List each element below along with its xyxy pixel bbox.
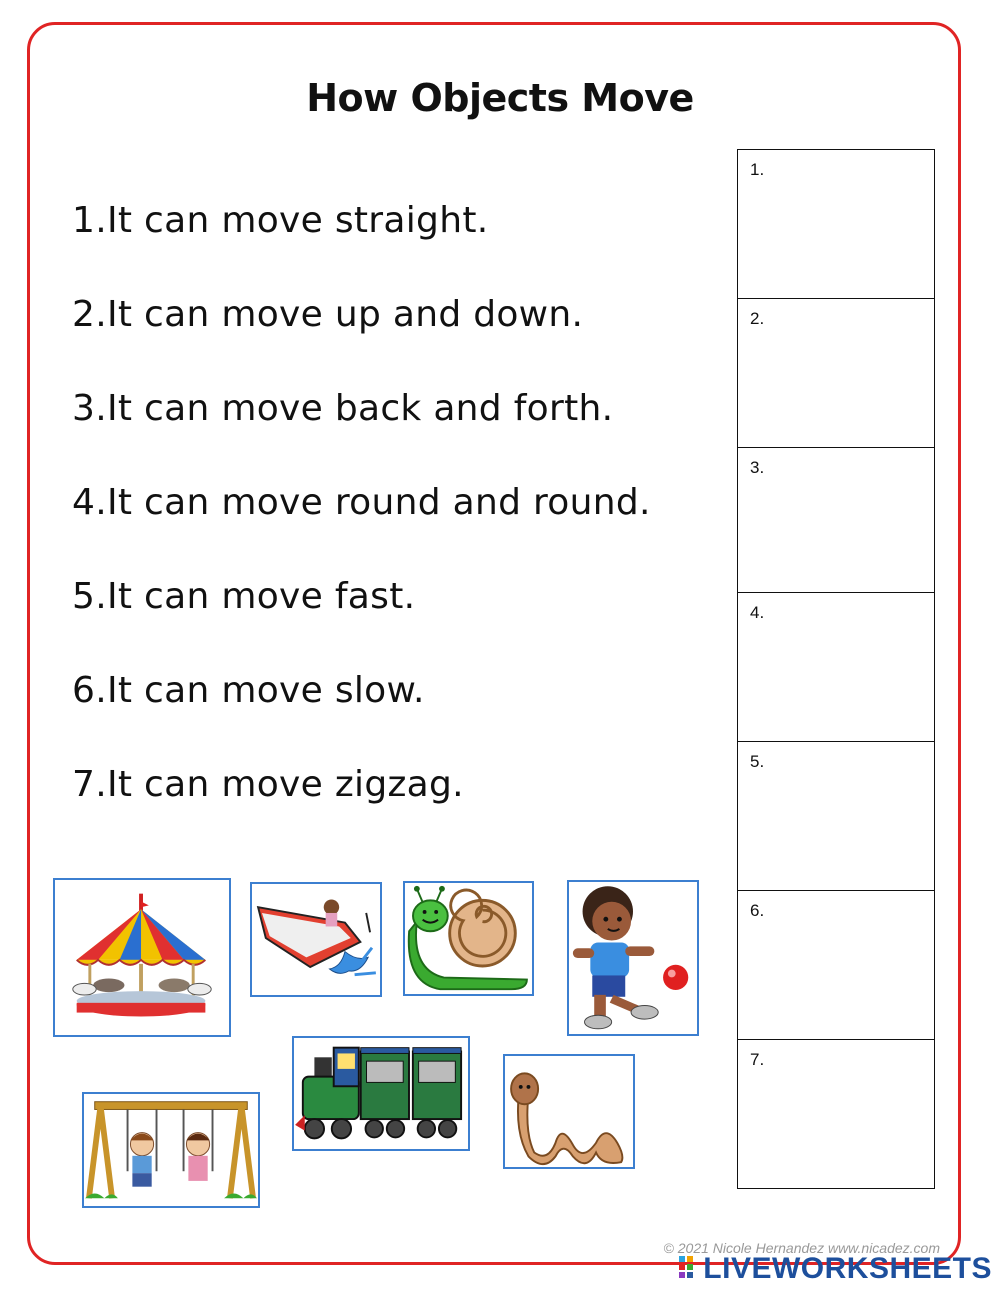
answer-box-number: 2. (750, 309, 765, 328)
answer-box-5[interactable] (737, 741, 935, 891)
statement-1: 1.It can move straight. (72, 200, 489, 241)
answer-box-number: 5. (750, 752, 765, 771)
statement-5: 5.It can move fast. (72, 576, 416, 617)
page-title: How Objects Move (306, 76, 694, 120)
snail-icon (405, 883, 532, 994)
copyright-notice: © 2021 Nicole Hernandez www.nicadez.com (663, 1240, 940, 1256)
answer-box-number: 4. (750, 603, 765, 622)
answer-box-7[interactable] (737, 1039, 935, 1189)
answer-box-3[interactable] (737, 447, 935, 593)
answer-box-4[interactable] (737, 592, 935, 742)
speedboat-picture[interactable] (250, 882, 382, 997)
swing-set-icon (84, 1094, 258, 1206)
snail-picture[interactable] (403, 881, 534, 996)
answer-box-2[interactable] (737, 298, 935, 448)
carousel-picture[interactable] (53, 878, 231, 1037)
speedboat-icon (252, 884, 380, 995)
carousel-icon (55, 880, 229, 1035)
answer-box-number: 6. (750, 901, 765, 920)
boy-kicking-ball-icon (569, 882, 697, 1034)
answer-box-6[interactable] (737, 890, 935, 1040)
brand-name: LIVEWORKSHEETS (703, 1252, 992, 1285)
answer-box-1[interactable] (737, 149, 935, 299)
worm-picture[interactable] (503, 1054, 635, 1169)
worm-icon (505, 1056, 633, 1167)
statement-6: 6.It can move slow. (72, 670, 425, 711)
train-picture[interactable] (292, 1036, 470, 1151)
brand-logo-icon (679, 1254, 701, 1284)
statement-7: 7.It can move zigzag. (72, 764, 464, 805)
statement-4: 4.It can move round and round. (72, 482, 651, 523)
train-icon (294, 1038, 468, 1149)
boy-kicking-ball-picture[interactable] (567, 880, 699, 1036)
answer-box-number: 1. (750, 160, 765, 179)
brand-watermark[interactable] (679, 1254, 992, 1284)
swing-set-picture[interactable] (82, 1092, 260, 1208)
answer-box-number: 7. (750, 1050, 765, 1069)
answer-box-number: 3. (750, 458, 765, 477)
statement-2: 2.It can move up and down. (72, 294, 584, 335)
statement-3: 3.It can move back and forth. (72, 388, 614, 429)
